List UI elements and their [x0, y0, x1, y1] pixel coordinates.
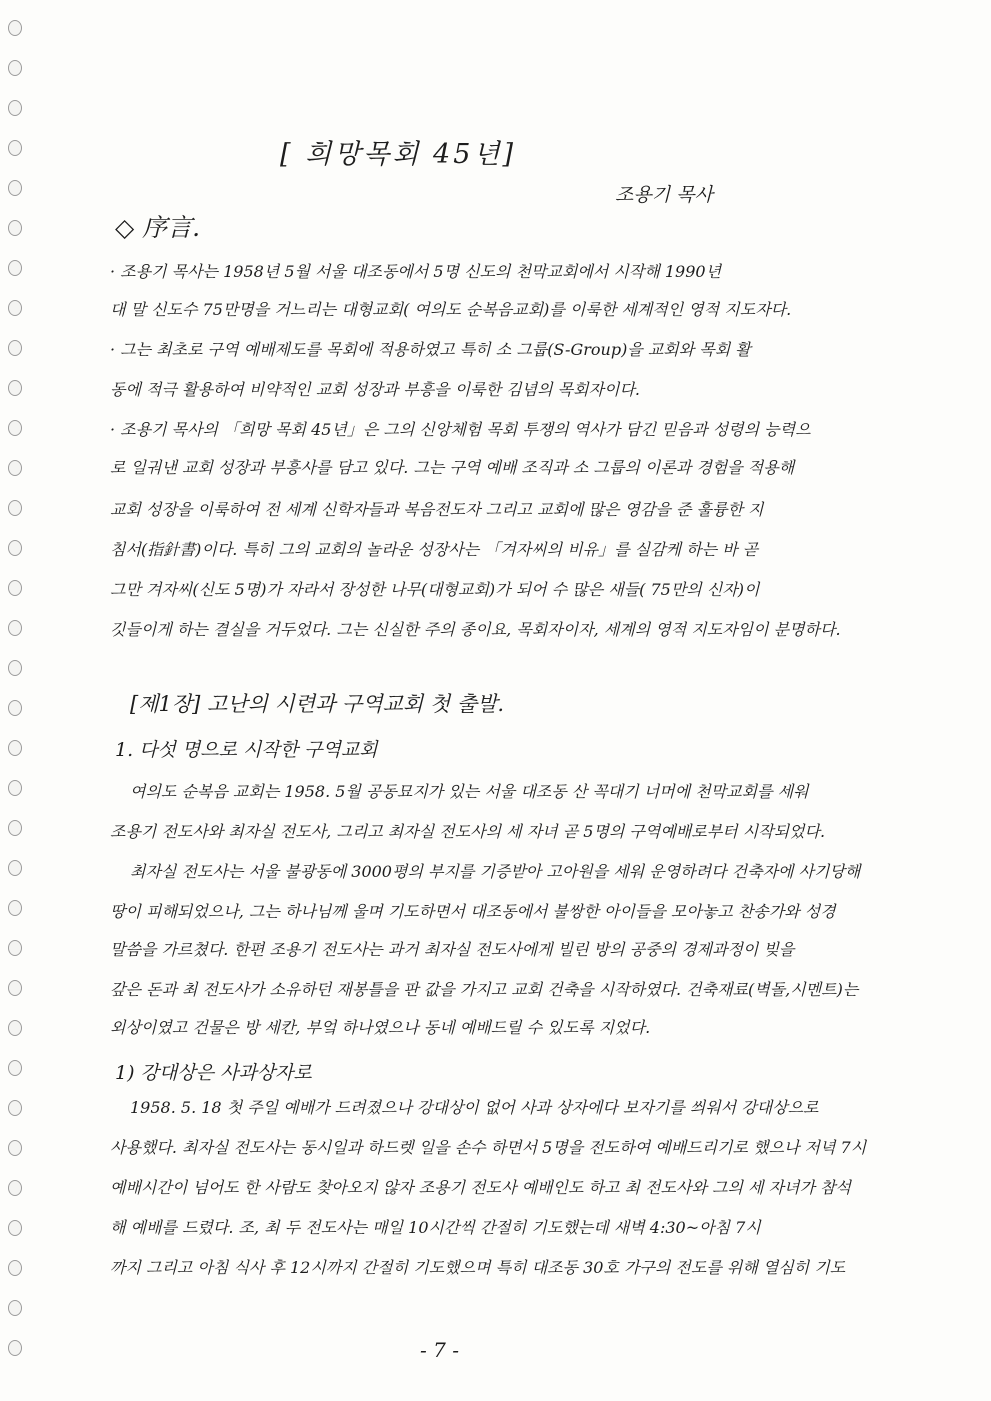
preface-line: 동에 적극 활용하여 비약적인 교회 성장과 부흥을 이룩한 김념의 목회자이다.	[110, 380, 640, 399]
chapter-heading: [제1장] 고난의 시련과 구역교회 첫 출발.	[130, 692, 505, 716]
binder-hole	[8, 740, 22, 756]
binder-hole	[8, 60, 22, 76]
binder-hole	[8, 1060, 22, 1076]
body-line: 예배시간이 넘어도 한 사람도 찾아오지 않자 조용기 전도사 예배인도 하고 최 전도사와 그의 세 자녀가 참석	[110, 1178, 851, 1197]
binder-hole	[8, 500, 22, 516]
binder-hole	[8, 1140, 22, 1156]
body-line: 외상이였고 건물은 방 세칸, 부엌 하나였으나 동네 예배드릴 수 있도록 지었다.	[110, 1018, 651, 1037]
binder-hole	[8, 340, 22, 356]
body-line: 조용기 전도사와 최자실 전도사, 그리고 최자실 전도사의 세 자녀 곧 5명의 구역예배로부터 시작되었다.	[110, 822, 826, 841]
binder-hole	[8, 860, 22, 876]
binder-holes	[4, 20, 26, 1380]
binder-hole	[8, 1300, 22, 1316]
preface-line: · 조용기 목사의 「희망 목회 45년」은 그의 신앙체험 목회 투쟁의 역사가 담긴 믿음과 성령의 능력으	[110, 420, 811, 439]
preface-line: 로 일궈낸 교회 성장과 부흥사를 담고 있다. 그는 구역 예배 조직과 소 그룹의 이론과 경험을 적용해	[110, 458, 795, 477]
body-line: 사용했다. 최자실 전도사는 동시일과 하드렛 일을 손수 하면서 5명을 전도하여 예배드리기로 했으나 저녁 7시	[110, 1138, 867, 1157]
preface-line: 대 말 신도수 75만명을 거느리는 대형교회( 여의도 순복음교회)를 이룩한 세계적인 영적 지도자다.	[110, 300, 792, 319]
binder-hole	[8, 100, 22, 116]
binder-hole	[8, 660, 22, 676]
subsection-heading: 1. 다섯 명으로 시작한 구역교회	[115, 739, 378, 761]
preface-line: 침서(指針書)이다. 특히 그의 교회의 놀라운 성장사는 「겨자씨의 비유」를 실감케 하는 바 곧	[110, 540, 759, 559]
body-line: 땅이 피해되었으나, 그는 하나님께 울며 기도하면서 대조동에서 불쌍한 아이들을 모아놓고 찬송가와 성경	[110, 902, 836, 921]
binder-hole	[8, 940, 22, 956]
binder-hole	[8, 460, 22, 476]
document-title: [ 희망목회 45년]	[280, 139, 516, 170]
binder-hole	[8, 1260, 22, 1276]
binder-hole	[8, 1180, 22, 1196]
preface-line: 그만 겨자씨(신도 5명)가 자라서 장성한 나무(대형교회)가 되어 수 많은 새들( 75만의 신자)이	[110, 580, 760, 599]
body-line: 여의도 순복음 교회는 1958. 5월 공동묘지가 있는 서울 대조동 산 꼭대기 너머에 천막교회를 세워	[130, 782, 809, 801]
author-name: 조용기 목사	[615, 184, 713, 206]
binder-hole	[8, 260, 22, 276]
binder-hole	[8, 700, 22, 716]
binder-hole	[8, 220, 22, 236]
binder-hole	[8, 420, 22, 436]
binder-hole	[8, 980, 22, 996]
body-line: 갚은 돈과 최 전도사가 소유하던 재봉틀을 판 값을 가지고 교회 건축을 시작하였다. 건축재료(벽돌,시멘트)는	[110, 980, 859, 999]
body-line: 말씀을 가르쳤다. 한편 조용기 전도사는 과거 최자실 전도사에게 빌린 방의 공중의 경제과정이 빚을	[110, 940, 795, 959]
binder-hole	[8, 140, 22, 156]
binder-hole	[8, 1340, 22, 1356]
binder-hole	[8, 1100, 22, 1116]
page-number: - 7 -	[420, 1338, 459, 1362]
body-line: 해 예배를 드렸다. 조, 최 두 전도사는 매일 10시간씩 간절히 기도했는데 새벽 4:30~아침 7시	[110, 1218, 761, 1237]
binder-hole	[8, 300, 22, 316]
binder-hole	[8, 380, 22, 396]
preface-line: 교회 성장을 이룩하여 전 세계 신학자들과 복음전도자 그리고 교회에 많은 영감을 준 훌륭한 지	[110, 500, 764, 519]
preface-line: · 그는 최초로 구역 예배제도를 목회에 적용하였고 특히 소 그룹(S-Group)을 교회와 목회 활	[110, 340, 751, 359]
binder-hole	[8, 820, 22, 836]
binder-hole	[8, 580, 22, 596]
preface-line: · 조용기 목사는 1958년 5월 서울 대조동에서 5명 신도의 천막교회에서 시작해 1990년	[110, 262, 722, 281]
subsection-heading: 1) 강대상은 사과상자로	[115, 1062, 312, 1084]
body-line: 최자실 전도사는 서울 불광동에 3000평의 부지를 기증받아 고아원을 세워 운영하려다 건축자에 사기당해	[130, 862, 861, 881]
binder-hole	[8, 780, 22, 796]
binder-hole	[8, 20, 22, 36]
body-line: 까지 그리고 아침 식사 후 12시까지 간절히 기도했으며 특히 대조동 30호 가구의 전도를 위해 열심히 기도	[110, 1258, 846, 1277]
binder-hole	[8, 540, 22, 556]
binder-hole	[8, 620, 22, 636]
binder-hole	[8, 180, 22, 196]
preface-heading: ◇ 序言.	[115, 213, 201, 242]
binder-hole	[8, 900, 22, 916]
preface-line: 깃들이게 하는 결실을 거두었다. 그는 신실한 주의 종이요, 목회자이자, 세계의 영적 지도자임이 분명하다.	[110, 620, 841, 639]
body-line: 1958. 5. 18 첫 주일 예배가 드려졌으나 강대상이 없어 사과 상자에다 보자기를 씌워서 강대상으로	[130, 1098, 819, 1117]
binder-hole	[8, 1220, 22, 1236]
binder-hole	[8, 1020, 22, 1036]
